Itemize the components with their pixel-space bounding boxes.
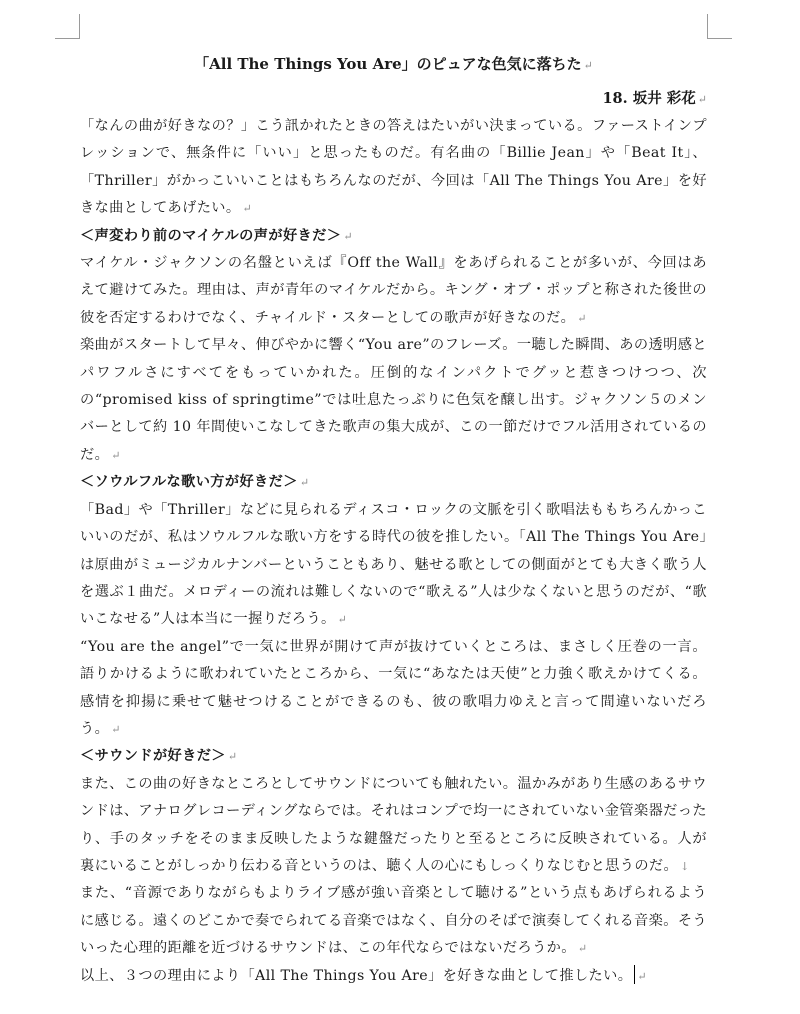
paragraph-mark-icon: ↵ bbox=[242, 202, 253, 216]
body-paragraph[interactable] bbox=[80, 880, 707, 962]
paragraph-text: 以上、３つの理由により「All The Things You Are」を好きな曲として推したい。 bbox=[80, 967, 633, 984]
paragraph-mark-icon: ↵ bbox=[227, 750, 238, 764]
page-corner-mark-top-left bbox=[55, 14, 80, 39]
body-paragraph[interactable] bbox=[80, 332, 707, 469]
paragraph-mark-icon: ↵ bbox=[343, 229, 353, 243]
body-paragraph[interactable] bbox=[80, 771, 707, 881]
paragraph-text: また、“音源でありながらもよりライブ感が強い音楽として聴ける”という点もあげられるように感じる。遠くのどこかで奏でられてる音楽ではなく、自分のそばで演奏してくれる音楽。そういった心理的距離を近づけるサウンドは、この年代ならではないだろうか。 bbox=[80, 885, 707, 957]
intro-paragraph[interactable] bbox=[80, 113, 707, 223]
paragraph-text: 楽曲がスタートして早々、伸びやかに響く“You are”のフレーズ。一聴した瞬間、あの透明感とパワフルさにすべてをもっていかれた。圧倒的なインパクトでグッと惹きつけつつ、次の“promised kiss of springtime”では吐息たっぷりに色気を醸し出す。ジャクソン５のメンバーとして約 10 年間使いこなしてきた歌声の集大成が、この一節だけでフル活用されているのだ。 bbox=[80, 337, 707, 463]
paragraph-mark-icon: ↵ bbox=[577, 942, 588, 956]
author-text: 18. 坂井 彩花 bbox=[602, 90, 696, 107]
paragraph-mark-icon: ↵ bbox=[111, 448, 121, 462]
document-title[interactable] bbox=[80, 52, 707, 78]
paragraph-text: マイケル・ジャクソンの名盤といえば『Off the Wall』をあげられることが多いが、今回はあえて避けてみた。理由は、声が青年のマイケルだから。キング・オブ・ポップと称された後世の彼を否定するわけでなく、チャイルド・スターとしての歌声が好きなのだ。 bbox=[80, 255, 707, 326]
paragraph-mark-icon: ↵ bbox=[637, 969, 647, 983]
paragraph-text: “You are the angel”で一気に世界が開けて声が抜けていくところは、まさしく圧巻の一言。語りかけるように歌われていたところから、一気に“あなたは天使”と力強く歌えかけてくる。感情を抑揚に乗せて魅せつけることができるのも、彼の歌唱力ゆえと言って間違いないだろう。 bbox=[80, 638, 707, 737]
paragraph-mark-icon: ↵ bbox=[111, 722, 121, 736]
title-text: 「All The Things You Are」のピュアな色気に落ちた bbox=[194, 55, 582, 73]
paragraph-text: また、この曲の好きなところとしてサウンドについても触れたい。温かみがあり生感のあるサウンドは、アナログレコーディングならでは。それはコンプで均一にされていない金管楽器だったり、手のタッチをそのまま反映したような鍵盤だったりと至るところに反映されている。人が裏にいることがしっかり伝わる音というのは、聴く人の心にもしっくりなじむと思うのだ。 bbox=[80, 775, 707, 874]
paragraph-mark-icon: ↵ bbox=[577, 311, 587, 325]
paragraph-mark-icon: ↵ bbox=[583, 59, 593, 72]
body-paragraph[interactable] bbox=[80, 250, 707, 332]
section-heading-soulful[interactable] bbox=[80, 469, 707, 496]
body-paragraph[interactable] bbox=[80, 634, 707, 744]
section-heading-text: ＜サウンドが好きだ＞ bbox=[80, 748, 226, 765]
paragraph-text: 「Bad」や「Thriller」などに見られるディスコ・ロックの文脈を引く歌唱法ももちろんかっこいいのだが、私はソウルフルな歌い方をする時代の彼を推したい。「All The Things You Are」は原曲がミュージカルナンバーということもあり、魅せる歌としての側面がとても大きく歌う人を選ぶ１曲だ。メロディーの流れは難しくないので“歌える”人は少なくないと思うのだが、“歌いこなせる”人は本当に一握りだろう。 bbox=[80, 501, 707, 628]
section-heading-text: ＜ソウルフルな歌い方が好きだ＞ bbox=[80, 474, 298, 491]
text-cursor bbox=[634, 965, 635, 984]
line-break-mark-icon: ↓ bbox=[680, 859, 690, 873]
body-paragraph[interactable] bbox=[80, 497, 707, 634]
page-corner-mark-top-right bbox=[707, 14, 732, 39]
paragraph-mark-icon: ↵ bbox=[337, 613, 348, 627]
paragraph-mark-icon: ↵ bbox=[299, 476, 310, 490]
section-heading-voice[interactable] bbox=[80, 223, 707, 250]
section-heading-text: ＜声変わり前のマイケルの声が好きだ＞ bbox=[80, 227, 342, 244]
intro-text: 「なんの曲が好きなの？」こう訊かれたときの答えはたいがい決まっている。ファーストインプレッションで、無条件に「いい」と思ったものだ。有名曲の「Billie Jean」や「Beat It」、「Thriller」がかっこいいことはもちろんなのだが、今回は「All The Things You Are」を好きな曲としてあげたい。 bbox=[80, 118, 707, 217]
document-page[interactable] bbox=[80, 52, 707, 990]
paragraph-mark-icon: ↵ bbox=[697, 93, 707, 106]
section-heading-sound[interactable] bbox=[80, 743, 707, 770]
closing-paragraph[interactable] bbox=[80, 963, 707, 990]
author-line[interactable] bbox=[80, 86, 707, 113]
